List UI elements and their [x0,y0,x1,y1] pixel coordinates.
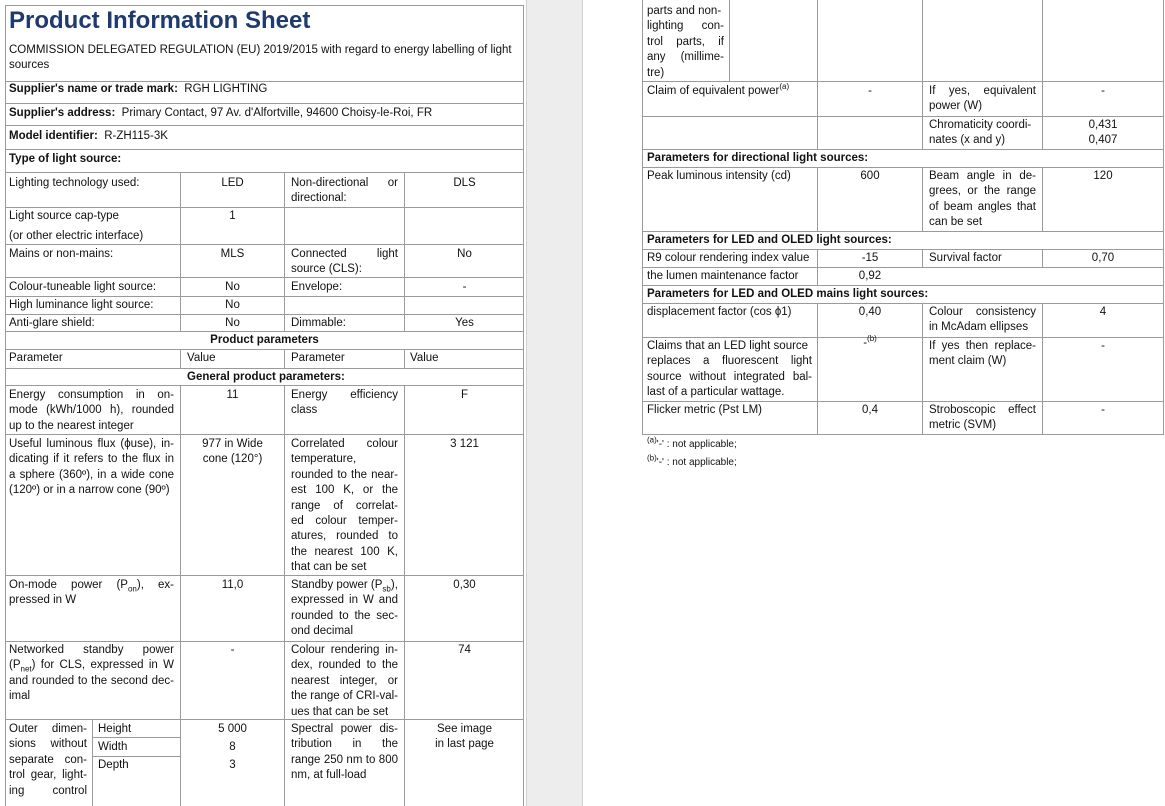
row-rule [642,116,1164,117]
supplier-address-label: Supplier's address: [9,107,116,119]
row-rule [642,401,1164,402]
peak-intensity-value: 600 [860,170,880,182]
anti-glare-label: Anti-glare shield: [9,317,95,329]
chromaticity-label: Chromaticity coordi- nates (x and y) [929,119,1032,147]
row-rule [5,207,524,208]
col-rule [642,0,643,434]
outer-dimensions-label-cont: parts and non- lighting con- trol parts, if any (millime- tre) [647,5,724,79]
spectral-distribution-value: See image in last page [435,723,494,751]
row-rule [642,285,1164,286]
energy-consumption-value: 11 [226,389,239,401]
row-rule [5,575,524,576]
row-rule [642,434,1164,435]
col-rule [922,249,923,267]
col-rule [284,349,285,368]
row-rule [5,149,524,150]
peak-intensity-label: Peak luminous intensity (cd) [647,170,791,182]
replacement-claim-label: If yes then replace- ment claim (W) [929,340,1036,368]
col-rule [284,385,285,806]
footnote-b: $^{(b)}$'-' : not applicable; [647,453,737,468]
col-rule [180,349,181,368]
row-rule [642,267,1164,268]
row-rule [642,249,1164,250]
depth-value: 3 [229,759,236,771]
survival-factor-label: Survival factor [929,252,1002,264]
energy-class-value: F [460,389,469,401]
supplier-name: RGH LIGHTING [184,83,268,95]
claim-equivalent-power-label: Claim of equivalent power$^{(a)}$ [647,82,790,97]
regulation-text: COMMISSION DELEGATED REGULATION (EU) 2019/2015 with regard to energy labelling of light [9,44,512,56]
page-right [583,0,1165,806]
high-luminance-value: No [225,299,240,311]
row-rule [642,303,1164,304]
product-params-heading: Product parameters [210,334,319,346]
on-mode-power-label: On-mode power $(P_{on})$, ex- pressed in W [9,579,174,607]
led-claims-value: -$^{(b)}$ [863,334,877,349]
col-header-value: Value [410,352,439,364]
r9-label: R9 colour rendering index value [647,252,810,264]
row-rule [5,314,524,315]
energy-consumption-label: Energy consumption in on- mode (kWh/1000 h), rounded up to the nearest integer [9,389,174,432]
led-heading: Parameters for LED and OLED light sources: [647,234,892,246]
col-rule [404,349,405,368]
replacement-claim-value: - [1101,340,1105,352]
colour-consistency-label: Colour consistency in McAdam ellipses [929,306,1036,334]
flicker-metric-value: 0,4 [862,404,878,416]
depth-label: Depth [98,759,129,771]
cap-type-label: Light source cap-type (or other electric interface) [9,210,144,243]
anti-glare-value: No [225,317,240,329]
non-directional-value: DLS [453,177,476,189]
equivalent-power-label: If yes, equivalent power (W) [929,85,1036,113]
row-rule [5,368,524,369]
page-left [0,0,526,806]
page-divider [526,0,527,806]
col-rule [922,0,923,149]
width-label: Width [98,741,128,753]
non-directional-label: Non-directional or directional: [291,177,398,205]
col-header-parameter: Parameter [291,352,345,364]
height-label: Height [98,723,132,735]
lighting-tech-value: LED [221,177,244,189]
led-mains-heading: Parameters for LED and OLED mains light sources: [647,288,929,300]
spectral-distribution-label: Spectral power dis- tribution in the range 250 nm to 800 nm, at full-load [291,723,398,782]
envelope-value: - [462,281,467,293]
general-params-heading: General product parameters: [187,371,345,383]
col-rule [922,167,923,231]
envelope-label: Envelope: [291,281,343,293]
row-rule [642,149,1164,150]
height-value: 5 000 [218,723,247,735]
dimmable-value: Yes [455,317,474,329]
row-rule [642,81,1164,82]
col-rule [92,719,93,806]
colour-tuneable-label: Colour-tuneable light source: [9,281,157,293]
model-identifier: R-ZH115-3K [104,130,168,142]
row-rule [5,103,524,104]
high-luminance-label: High luminance light source: [9,299,154,311]
page-title: Product Information Sheet [9,7,311,34]
stroboscopic-metric-value: - [1101,404,1105,416]
beam-angle-value: 120 [1093,170,1113,182]
standby-power-label: Standby power $(P_{sb})$, expressed in W and rounded to the sec- ond decimal [291,579,398,638]
r9-value: -15 [861,252,879,264]
chromaticity-value: 0,431 0,407 [1088,119,1118,147]
col-rule [922,303,923,434]
footnote-a: $^{(a)}$'-' : not applicable; [647,435,737,450]
standby-power-value: 0,30 [453,579,476,591]
row-rule [5,277,524,278]
row-rule [642,167,1164,168]
width-value: 8 [229,741,236,753]
equivalent-power-value: - [1101,85,1105,97]
cct-label: Correlated colour temperature, rounded to the near- est 100 K, or the range of correlat- ed colour temper- atures, rounded to the nearest 100 K, that can be set [291,438,398,574]
directional-heading: Parameters for directional light sources: [647,152,869,164]
networked-standby-label: Networked standby power $(P_{net})$ for CLS, expressed in W and rounded to the second dec- imal [9,644,174,703]
cls-label: Connected light source (CLS): [291,248,398,276]
row-rule [5,296,524,297]
displacement-factor-value: 0,40 [858,306,882,318]
type-heading: Type of light source: [9,153,122,165]
beam-angle-label: Beam angle in de- grees, or the range of beam angles that can be set [929,170,1036,229]
led-claims-label: Claims that an LED light source replaces a fluorescent light source without integrated bal- last of a particular wattage. [647,340,812,399]
displacement-factor-label: displacement factor (cos ϕ1) [647,306,792,318]
useful-flux-label: Useful luminous flux (ϕuse), in- dicating if it refers to the flux in a sphere (360º), in a wide cone (120º) or in a narrow cone (90º) [9,438,174,497]
col-rule [284,172,285,331]
cri-label: Colour rendering in- dex, rounded to the nearest integer, or the range of CRI-val- ues that can be set [291,644,398,718]
row-rule [5,641,524,642]
on-mode-power-value: 11,0 [221,579,244,591]
colour-tuneable-value: No [225,281,240,293]
mains-label: Mains or non-mains: [9,248,114,260]
col-rule [729,0,730,81]
claim-equivalent-power-value: - [868,85,872,97]
lumen-maintenance-value: 0,92 [858,270,882,282]
cri-value: 74 [458,644,471,656]
row-rule [5,349,524,350]
col-header-value: Value [187,352,216,364]
row-rule [642,231,1164,232]
col-rule [817,0,818,149]
dimmable-label: Dimmable: [291,317,346,329]
flicker-metric-label: Flicker metric (Pst LM) [647,404,762,416]
outer-dimensions-label: Outer dimen- sions without separate con- trol gear, light- ing control [9,723,87,797]
row-rule [5,125,524,126]
cls-value: No [457,248,472,260]
col-header-parameter: Parameter [9,352,63,364]
survival-factor-value: 0,70 [1091,252,1115,264]
supplier-address: Primary Contact, 97 Av. d'Alfortville, 94600 Choisy-le-Roi, FR [121,107,433,119]
supplier-name-label: Supplier's name or trade mark: [9,83,178,95]
cap-type-value: 1 [229,210,236,222]
row-rule [5,172,524,173]
lighting-tech-label: Lighting technology used: [9,177,140,189]
mains-value: MLS [220,248,245,260]
row-rule [5,719,524,720]
colour-consistency-value: 4 [1099,306,1107,318]
regulation-text: sources [9,59,50,71]
cct-value: 3 121 [450,438,479,450]
stroboscopic-metric-label: Stroboscopic effect metric (SVM) [929,404,1036,432]
lumen-maintenance-label: the lumen maintenance factor [647,270,799,282]
row-rule [92,756,180,757]
model-label: Model identifier: [9,130,98,142]
energy-class-label: Energy efficiency class [291,389,398,417]
useful-flux-value: 977 in Wide cone (120°) [202,438,263,466]
col-rule [1163,0,1164,434]
networked-standby-value: - [230,644,235,656]
